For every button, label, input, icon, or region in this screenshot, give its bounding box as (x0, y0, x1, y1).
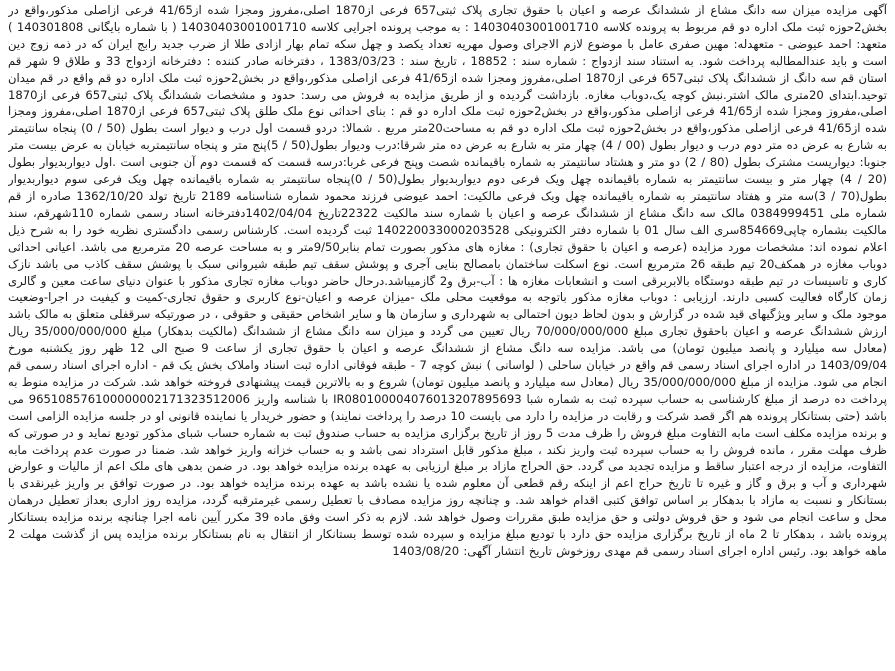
auction-notice-text: آگهی مزایده میزان سه دانگ مشاع از ششدانگ عرصه و اعیان با حقوق تجاری پلاک ثبتی657 فرعی از1870 اصلی،مفروز ومجزا شده از41/65 فرعی ازاصلی مذکور،واقع در بخش2حوزه ثبت ملک اداره دو قم مربوط به پرونده کلاسه 14030403001001710 : به موجب پرونده اجرایی کلاسه 14030403001001710 ( با شماره بایگانی 140301808 ) متعهد: احمد عیوضی - متعهدله: مهین صفری عامل با موضوع لازم الاجرای وصول مهریه تعداد یکصد و چهل سکه تمام بهار ازادی طلا از ضرب جدید رابج ایران که در ذمه زوج دین است و باید عندالمطالبه پرداخت شود. به استناد سند ازدواج : شماره سند : 18852 ، تاریخ سند : 1383/03/23 ، دفترخانه صادر کننده : دفترخانه ازدواج 33 و طلاق 9 شهر قم استان قم سه دانگ از ششدانگ پلاک ثبتی657 فرعی از1870 اصلی،مفروز ومجزا شده از41/65 فرعی ازاصلی مذکور،واقع در بخش2حوزه ثبت ملک اداره دو قم واقع در قم میدان توحید.ابتدای 20متری مالک اشتر.نبش کوچه یک،دوباب مغازه. بازداشت گردیده و از طریق مزایده به فروش می رسد: حدود و مشخصات ششدانگ پلاک ثبتی657 فرعی از1870 اصلی،مفروز ومجزا شده از41/65 فرعی ازاصلی مذکور،واقع در بخش2حوزه ثبت ملک اداره دو قم : بنای احداثی نوع ملک طلق پلاک ثبتی657 فرعی از1870 اصلی،مفروز ومجزا شده از41/65 فرعی ازاصلی مذکور،واقع در بخش2حوزه ثبت ملک اداره دو قم به مساحت20متر مربع . شمالا: دردو قسمت اول درب و دیوار است بطول (50 / 0) پنجاه سانتیمتر به شارع به عرض ده متر دوم درب و دیوار بطول (00 / 4) چهار متر به شارع به عرض ده متر شرقا:درب ودیوار بطول(50 / 5)پنج متر و پنجاه سانتیمتربه خیابان به عرض بیست متر جنوبا: دیواریست مشترک بطول (80 / 2) دو متر و هشتاد سانتیمتر به شماره باقیمانده شصت وپنج فرعی غربا:درسه قسمت که قسمت دوم آن جنوبی است .اول دیواربدیوار بطول (20 / 4) چهار متر و بیست سانتیمتر به شماره باقیمانده چهل ویک فرعی دوم دیواربدیوار بطول(50 / 0)پنجاه سانتیمتر به شماره باقیمانده چهل ویک فرعی سوم دیواربدیوار بطول(70 / 3)سه متر و هفتاد سانتیمتر به شماره باقیمانده چهل ویک فرعی مالکیت: احمد عیوضی فرزند محمود شماره شناسنامه 2189 تاریخ تولد 1362/10/20 صادره از قم شماره ملی 0384999451 مالک سه دانگ مشاع از ششدانگ عرصه و اعیان با شماره سند مالکیت 22322تاریخ 1402/04/04دفترخانه اسناد رسمی شماره 110شهرقم، سند مالکیت بشماره چاپی854669سری الف سال 01 با شماره دفتر الکترونیکی 140220033000203528 ثبت گردیده است. کارشناس رسمی دادگستری نظریه خود را به شرح ذیل اعلام نموده اند: مشخصات مورد مزایده (عرصه و اعیان با حقوق تجاری) : مغازه های مذکور بصورت تمام بنابر9/50متر و به مساحت عرصه 20 مترمربع می باشد. اعیانی احداثی دوباب مغازه در همکف20 تیم طبقه 26 مترمربع است. نوع اسکلت ساختمان بامصالح بنایی آجری و پوشش سقف تیم طبقه شیروانی سبک با پوشش سقف کاذب می باشد نازک کاری و تاسیسات در تیم طبقه دوستگاه بالابربرقی است و انشعابات مغازه ها : آب-برق و2 گازمیباشد.درحال حاضر دوباب مغازه تجاری مذکور با عنوان دنیای ساعت معین و گالری زمان کارگاه فعالیت کسبی دارند. ارزیابی : دوباب مغازه مذکور باتوجه به موقعیت محلی ملک -میزان عرصه و اعیان-نوع کاربری و حقوق تجاری-کمیت و کیفیت در اجرا-وضعیت موجود ملک و سایر ویژگیهای قید شده در گزارش و بدون لحاظ دیون احتمالی به شهرداری و سازمان ها و سایر اشخاص حقیقی و حقوقی ، در صورتیکه سرقفلی متعلق به مالک باشد ارزش ششدانگ عرصه و اعیان باحقوق تجاری مبلغ 70/000/000/000 ریال تعیین می گردد و میزان سه دانگ مشاع از ششدانگ (مالکیت بدهکار) مبلغ 35/000/000/000 ریال (معادل سه میلیارد و پانصد میلیون تومان) می باشد. مزایده سه دانگ مشاع از ششدانگ عرصه و اعیان با حقوق تجاری از ساعت 9 صبح الی 12 ظهر روز یکشنبه مورخ 1403/09/04 در اداره اجرای اسناد رسمی قم واقع در خیابان ساحلی ( لواسانی ) نبش کوچه 7 - طبقه فوقانی اداره ثبت اسناد واملاک بخش یک قم - اداره اجرای اسناد رسمی قم انجام می شود. مزایده از مبلغ 35/000/000/000 ریال (معادل سه میلیارد و پانصد میلیون تومان) شروع و به بالاترین قیمت پیشنهادی فروخته خواهد شد. شرکت در مزایده منوط به پرداخت ده درصد از مبلغ کارشناسی به حساب سپرده ثبت به شماره شبا IR080100004076013207895693 با شناسه واریز 965108576100000002171323512006 می باشد (حتی بستانکار پرونده هم اگر قصد شرکت و رقابت در مزایده را دارد می بایست 10 درصد را پرداخت نمایند) و حضور خریدار یا نماینده قانونی او در جلسه مزایده الزامی است و برنده مزایده مکلف است مابه التفاوت مبلغ فروش را ظرف مدت 5 روز از تاریخ برگزاری مزایده به حساب صندوق ثبت به شماره حساب شبای مذکور تودیع نماید و در صورتی که ظرف مهلت مقرر ، مانده فروش را به حساب سپرده ثبت واریز نکند ، مبلغ مذکور قابل استرداد نمی باشد و به حساب خزانه واریز خواهد شد. ضمنا در صورت عدم پرداخت مابه التفاوت، مزایده از درجه اعتبار ساقط و مزایده تجدید می گردد. حق الحراج مازاد بر مبلغ ارزیابی به عهده برنده مزایده خواهد بود. در ضمن بدهی های ملک اعم از مالیات و عوارض شهرداری و آب و برق و گاز و غیره تا تاریخ حراج اعم از اینکه رقم قطعی آن معلوم شده یا نشده باشد به عهده برنده مزایده خواهد بود. در صورت توافق بر واریز غیرنقدی با بستانکار و نسبت به مازاد با بدهکار بر اساس توافق کتبی اقدام خواهد شد. و چنانچه روز مزایده مصادف با تعطیل رسمی غیرمترقبه گردد، مزایده روز اداری بعداز تعطیل درهمان محل و ساعت انجام می شود و حق فروش دولتی و حق مزایده طبق مقررات وصول خواهد شد. لازم به ذکر است وفق ماده 39 مکرر آیین نامه اجرا چنانچه برنده مزایده بستانکار پرونده باشد ، بدهکار تا 2 ماه از تاریخ برگزاری مزایده حق دارد با تودیع مبلغ مزایده و سپرده شده توسط بستانکار از انتقال به نام بستانکار برنده مزایده پس از گذشت مهلت 2 ماهه خواهد بود. رئیس اداره اجرای اسناد رسمی قم مهدی روزخوش تاریخ انتشار آگهی: 1403/08/20 (8, 3, 887, 558)
